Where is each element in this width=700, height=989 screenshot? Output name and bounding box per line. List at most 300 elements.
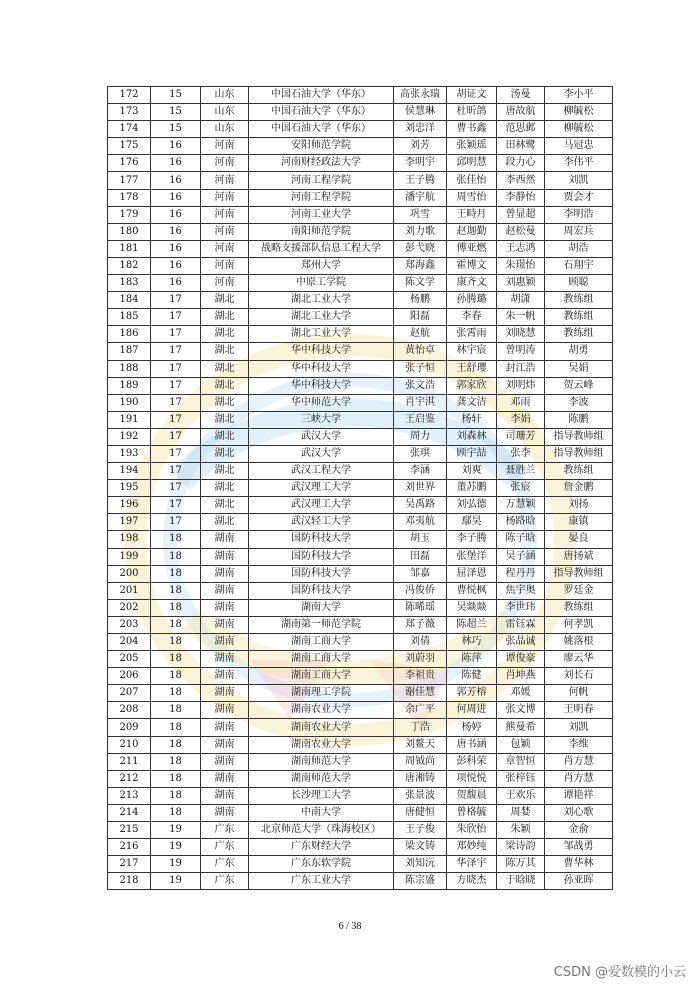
table-row (108, 497, 613, 514)
member1-cell: 刘芳 (394, 138, 447, 155)
province-cell: 湖北 (201, 343, 249, 360)
member3-cell: 朱一帆 (497, 309, 545, 326)
member2-cell: 曹悦枫 (447, 582, 497, 599)
row-number-cell: 213 (108, 787, 151, 804)
row-number-cell: 199 (108, 548, 151, 565)
table-row (108, 309, 613, 326)
member3-cell: 曾显超 (497, 206, 545, 223)
coach-cell: 李小平 (545, 87, 613, 104)
member2-cell: 孙腾璐 (447, 292, 497, 309)
row-number-cell: 203 (108, 616, 151, 633)
member1-cell: 刘世界 (394, 480, 447, 497)
table-row (108, 411, 613, 428)
province-cell: 山东 (201, 104, 249, 121)
member2-cell: 康齐文 (447, 275, 497, 292)
school-cell: 安阳师范学院 (249, 138, 394, 155)
school-cell: 湖南师范大学 (249, 770, 394, 787)
school-cell: 郑州大学 (249, 257, 394, 274)
school-cell: 中原工学院 (249, 275, 394, 292)
member3-cell: 张晶诚 (497, 634, 545, 651)
member1-cell: 黄怡卓 (394, 343, 447, 360)
table-row (108, 736, 613, 753)
row-number-cell: 174 (108, 121, 151, 138)
school-cell: 武汉理工大学 (249, 480, 394, 497)
group-cell: 19 (151, 873, 201, 890)
coach-cell: 刘扬 (545, 497, 613, 514)
member2-cell: 张霄雨 (447, 326, 497, 343)
table-row (108, 428, 613, 445)
coach-cell: 唐扬斌 (545, 548, 613, 565)
coach-cell: 廖云华 (545, 651, 613, 668)
province-cell: 湖南 (201, 531, 249, 548)
coach-cell: 陈鹏 (545, 411, 613, 428)
school-cell: 国防科技大学 (249, 565, 394, 582)
province-cell: 湖南 (201, 668, 249, 685)
member2-cell: 曹书鑫 (447, 121, 497, 138)
row-number-cell: 204 (108, 634, 151, 651)
row-number-cell: 188 (108, 360, 151, 377)
school-cell: 湖北工业大学 (249, 326, 394, 343)
member2-cell: 刘弘德 (447, 497, 497, 514)
member2-cell: 林巧 (447, 634, 497, 651)
table-row (108, 292, 613, 309)
member1-cell: 刘蔚羽 (394, 651, 447, 668)
coach-cell: 王明春 (545, 702, 613, 719)
province-cell: 湖北 (201, 514, 249, 531)
group-cell: 17 (151, 360, 201, 377)
coach-cell: 姚落根 (545, 634, 613, 651)
group-cell: 18 (151, 770, 201, 787)
coach-cell: 李伟平 (545, 155, 613, 172)
table-row (108, 155, 613, 172)
member3-cell: 张文博 (497, 702, 545, 719)
province-cell: 湖南 (201, 651, 249, 668)
coach-cell: 柳毓松 (545, 121, 613, 138)
member1-cell: 巩雪 (394, 206, 447, 223)
school-cell: 湖南工商大学 (249, 668, 394, 685)
coach-cell: 谭艳祥 (545, 787, 613, 804)
member1-cell: 潘宇航 (394, 189, 447, 206)
member1-cell: 李祖贵 (394, 668, 447, 685)
member2-cell: 曾格毓 (447, 804, 497, 821)
row-number-cell: 206 (108, 668, 151, 685)
member2-cell: 张佳怡 (447, 172, 497, 189)
group-cell: 18 (151, 685, 201, 702)
member1-cell: 彭弋晓 (394, 240, 447, 257)
group-cell: 17 (151, 428, 201, 445)
member1-cell: 陈文学 (394, 275, 447, 292)
coach-cell: 刘长石 (545, 668, 613, 685)
member2-cell: 霍博文 (447, 257, 497, 274)
roster-table-container (107, 86, 604, 890)
member1-cell: 陈晞瑶 (394, 599, 447, 616)
table-row (108, 463, 613, 480)
group-cell: 15 (151, 87, 201, 104)
table-row (108, 770, 613, 787)
school-cell: 华中科技大学 (249, 377, 394, 394)
school-cell: 北京师范大学（珠海校区） (249, 822, 394, 839)
table-row (108, 326, 613, 343)
row-number-cell: 179 (108, 206, 151, 223)
school-cell: 国防科技大学 (249, 582, 394, 599)
table-row (108, 206, 613, 223)
member1-cell: 丁浩 (394, 719, 447, 736)
row-number-cell: 200 (108, 565, 151, 582)
group-cell: 19 (151, 822, 201, 839)
province-cell: 湖南 (201, 787, 249, 804)
table-row (108, 223, 613, 240)
province-cell: 湖南 (201, 736, 249, 753)
coach-cell: 刘凯 (545, 172, 613, 189)
member3-cell: 汤曼 (497, 87, 545, 104)
table-row (108, 787, 613, 804)
group-cell: 16 (151, 275, 201, 292)
table-row (108, 360, 613, 377)
member2-cell: 朱欣怡 (447, 822, 497, 839)
table-row (108, 582, 613, 599)
group-cell: 17 (151, 463, 201, 480)
member3-cell: 张李 (497, 445, 545, 462)
coach-cell: 教练组 (545, 326, 613, 343)
member3-cell: 李西然 (497, 172, 545, 189)
province-cell: 湖南 (201, 616, 249, 633)
table-row (108, 343, 613, 360)
group-cell: 15 (151, 121, 201, 138)
coach-cell: 胡浩 (545, 240, 613, 257)
group-cell: 18 (151, 804, 201, 821)
province-cell: 河南 (201, 189, 249, 206)
member2-cell: 张颖瑶 (447, 138, 497, 155)
group-cell: 17 (151, 377, 201, 394)
coach-cell: 指导教师组 (545, 565, 613, 582)
row-number-cell: 194 (108, 463, 151, 480)
table-row (108, 651, 613, 668)
row-number-cell: 181 (108, 240, 151, 257)
school-cell: 湖南农业大学 (249, 719, 394, 736)
school-cell: 三峡大学 (249, 411, 394, 428)
table-row (108, 634, 613, 651)
member2-cell: 鄢昊 (447, 514, 497, 531)
group-cell: 16 (151, 257, 201, 274)
coach-cell: 贺云峰 (545, 377, 613, 394)
row-number-cell: 182 (108, 257, 151, 274)
coach-cell: 贾会才 (545, 189, 613, 206)
coach-cell: 教练组 (545, 599, 613, 616)
table-row (108, 257, 613, 274)
coach-cell: 马冠忠 (545, 138, 613, 155)
member3-cell: 陈子晗 (497, 531, 545, 548)
school-cell: 湖南师范大学 (249, 753, 394, 770)
row-number-cell: 189 (108, 377, 151, 394)
row-number-cell: 209 (108, 719, 151, 736)
member1-cell: 余广平 (394, 702, 447, 719)
coach-cell: 晏良 (545, 531, 613, 548)
row-number-cell: 207 (108, 685, 151, 702)
member2-cell: 李子腾 (447, 531, 497, 548)
member2-cell: 周雪怡 (447, 189, 497, 206)
school-cell: 国防科技大学 (249, 531, 394, 548)
member3-cell: 梁诗韵 (497, 839, 545, 856)
member1-cell: 阳磊 (394, 309, 447, 326)
member2-cell: 邱明慧 (447, 155, 497, 172)
group-cell: 18 (151, 565, 201, 582)
coach-cell: 李维 (545, 736, 613, 753)
coach-cell: 肖方慧 (545, 770, 613, 787)
row-number-cell: 205 (108, 651, 151, 668)
province-cell: 湖南 (201, 548, 249, 565)
member3-cell: 吴子涵 (497, 548, 545, 565)
member2-cell: 郑妙纯 (447, 839, 497, 856)
member1-cell: 邓夷航 (394, 514, 447, 531)
footer-credit: CSDN @爱数模的小云 (553, 965, 686, 980)
award-roster-table (107, 86, 613, 890)
member2-cell: 陈萍 (447, 651, 497, 668)
province-cell: 湖北 (201, 360, 249, 377)
group-cell: 18 (151, 668, 201, 685)
group-cell: 18 (151, 616, 201, 633)
group-cell: 16 (151, 189, 201, 206)
table-row (108, 445, 613, 462)
row-number-cell: 216 (108, 839, 151, 856)
member3-cell: 聂胜兰 (497, 463, 545, 480)
member1-cell: 刘鳌天 (394, 736, 447, 753)
group-cell: 17 (151, 497, 201, 514)
group-cell: 18 (151, 736, 201, 753)
row-number-cell: 211 (108, 753, 151, 770)
member1-cell: 唐湘铸 (394, 770, 447, 787)
school-cell: 国防科技大学 (249, 548, 394, 565)
province-cell: 河南 (201, 138, 249, 155)
member1-cell: 刘忠洋 (394, 121, 447, 138)
province-cell: 湖南 (201, 753, 249, 770)
member1-cell: 高张永瑞 (394, 87, 447, 104)
coach-cell: 教练组 (545, 309, 613, 326)
member1-cell: 张琪 (394, 445, 447, 462)
school-cell: 南阳师范学院 (249, 223, 394, 240)
school-cell: 广东东软学院 (249, 856, 394, 873)
group-cell: 16 (151, 138, 201, 155)
row-number-cell: 195 (108, 480, 151, 497)
school-cell: 广东工业大学 (249, 873, 394, 890)
member1-cell: 吴禹路 (394, 497, 447, 514)
province-cell: 广东 (201, 856, 249, 873)
school-cell: 河南工业大学 (249, 206, 394, 223)
member2-cell: 方晓杰 (447, 873, 497, 890)
member3-cell: 谭俊豪 (497, 651, 545, 668)
school-cell: 武汉轻工大学 (249, 514, 394, 531)
row-number-cell: 172 (108, 87, 151, 104)
member1-cell: 侯慧琳 (394, 104, 447, 121)
row-number-cell: 176 (108, 155, 151, 172)
school-cell: 中南大学 (249, 804, 394, 821)
province-cell: 湖南 (201, 634, 249, 651)
member2-cell: 李春 (447, 309, 497, 326)
member1-cell: 李涵 (394, 463, 447, 480)
group-cell: 18 (151, 634, 201, 651)
row-number-cell: 173 (108, 104, 151, 121)
table-row (108, 856, 613, 873)
group-cell: 19 (151, 839, 201, 856)
member1-cell: 王子俊 (394, 822, 447, 839)
member2-cell: 刘爽 (447, 463, 497, 480)
group-cell: 17 (151, 480, 201, 497)
row-number-cell: 218 (108, 873, 151, 890)
coach-cell: 何帆 (545, 685, 613, 702)
coach-cell: 金俞 (545, 822, 613, 839)
coach-cell: 邹战勇 (545, 839, 613, 856)
member2-cell: 杜昕鸽 (447, 104, 497, 121)
table-row (108, 804, 613, 821)
row-number-cell: 180 (108, 223, 151, 240)
group-cell: 17 (151, 326, 201, 343)
school-cell: 河南工程学院 (249, 172, 394, 189)
member2-cell: 屈泽恩 (447, 565, 497, 582)
member1-cell: 王子腾 (394, 172, 447, 189)
school-cell: 中国石油大学（华东） (249, 104, 394, 121)
member3-cell: 张宸 (497, 480, 545, 497)
coach-cell: 罗廷金 (545, 582, 613, 599)
member3-cell: 胡潇 (497, 292, 545, 309)
member1-cell: 杨鹏 (394, 292, 447, 309)
member2-cell: 何周进 (447, 702, 497, 719)
member1-cell: 周力 (394, 428, 447, 445)
member1-cell: 赵航 (394, 326, 447, 343)
coach-cell: 指导教师组 (545, 445, 613, 462)
province-cell: 湖北 (201, 428, 249, 445)
member3-cell: 朱颖 (497, 822, 545, 839)
page-number: 6 / 38 (338, 921, 362, 932)
row-number-cell: 177 (108, 172, 151, 189)
member2-cell: 董苏鹏 (447, 480, 497, 497)
row-number-cell: 187 (108, 343, 151, 360)
member3-cell: 焦宇奥 (497, 582, 545, 599)
province-cell: 湖北 (201, 377, 249, 394)
school-cell: 湖北工业大学 (249, 292, 394, 309)
coach-cell: 柳毓松 (545, 104, 613, 121)
coach-cell: 肖方慧 (545, 753, 613, 770)
table-row (108, 275, 613, 292)
member3-cell: 王志鸿 (497, 240, 545, 257)
province-cell: 河南 (201, 240, 249, 257)
member3-cell: 邓媛 (497, 685, 545, 702)
coach-cell: 石翔宇 (545, 257, 613, 274)
member2-cell: 胡证文 (447, 87, 497, 104)
member2-cell: 王舒璎 (447, 360, 497, 377)
coach-cell: 指导教师组 (545, 428, 613, 445)
table-row (108, 822, 613, 839)
member3-cell: 王欢乐 (497, 787, 545, 804)
member2-cell: 华泽宇 (447, 856, 497, 873)
group-cell: 18 (151, 753, 201, 770)
member3-cell: 杨路晗 (497, 514, 545, 531)
member3-cell: 万慧颖 (497, 497, 545, 514)
roster-table-body (108, 87, 613, 890)
province-cell: 河南 (201, 172, 249, 189)
member2-cell: 彭科荣 (447, 753, 497, 770)
province-cell: 湖北 (201, 480, 249, 497)
province-cell: 湖北 (201, 394, 249, 411)
member2-cell: 赵迦勤 (447, 223, 497, 240)
member1-cell: 郑子薇 (394, 616, 447, 633)
school-cell: 武汉大学 (249, 445, 394, 462)
row-number-cell: 196 (108, 497, 151, 514)
table-row (108, 839, 613, 856)
member1-cell: 张景波 (394, 787, 447, 804)
member3-cell: 李娟 (497, 411, 545, 428)
group-cell: 19 (151, 856, 201, 873)
school-cell: 湖南大学 (249, 599, 394, 616)
member2-cell: 林宇宸 (447, 343, 497, 360)
table-row (108, 599, 613, 616)
school-cell: 河南财经政法大学 (249, 155, 394, 172)
coach-cell: 李波 (545, 394, 613, 411)
table-row (108, 104, 613, 121)
school-cell: 湖南农业大学 (249, 702, 394, 719)
school-cell: 中国石油大学（华东） (249, 87, 394, 104)
group-cell: 17 (151, 445, 201, 462)
row-number-cell: 183 (108, 275, 151, 292)
province-cell: 河南 (201, 223, 249, 240)
table-row (108, 394, 613, 411)
school-cell: 中国石油大学（华东） (249, 121, 394, 138)
row-number-cell: 178 (108, 189, 151, 206)
table-row (108, 702, 613, 719)
group-cell: 18 (151, 702, 201, 719)
member3-cell: 刘晓慧 (497, 326, 545, 343)
member2-cell: 吴燚燚 (447, 599, 497, 616)
school-cell: 湖南农业大学 (249, 736, 394, 753)
province-cell: 湖南 (201, 702, 249, 719)
province-cell: 湖南 (201, 582, 249, 599)
member3-cell: 李世玮 (497, 599, 545, 616)
school-cell: 华中科技大学 (249, 360, 394, 377)
member1-cell: 梁文铸 (394, 839, 447, 856)
member3-cell: 段力心 (497, 155, 545, 172)
row-number-cell: 184 (108, 292, 151, 309)
member2-cell: 陈超兰 (447, 616, 497, 633)
member1-cell: 田磊 (394, 548, 447, 565)
group-cell: 16 (151, 172, 201, 189)
group-cell: 17 (151, 394, 201, 411)
member3-cell: 朱璟怡 (497, 257, 545, 274)
member2-cell: 郭家欣 (447, 377, 497, 394)
group-cell: 18 (151, 582, 201, 599)
province-cell: 湖南 (201, 770, 249, 787)
member3-cell: 曾明涛 (497, 343, 545, 360)
member3-cell: 程丹丹 (497, 565, 545, 582)
group-cell: 17 (151, 292, 201, 309)
member1-cell: 王启鉴 (394, 411, 447, 428)
member2-cell: 龚文洁 (447, 394, 497, 411)
province-cell: 广东 (201, 839, 249, 856)
school-cell: 长沙理工大学 (249, 787, 394, 804)
school-cell: 河南工程学院 (249, 189, 394, 206)
member1-cell: 张文浩 (394, 377, 447, 394)
table-row (108, 719, 613, 736)
table-row (108, 377, 613, 394)
member1-cell: 冯俊侨 (394, 582, 447, 599)
table-row (108, 138, 613, 155)
coach-cell: 曹华林 (545, 856, 613, 873)
member1-cell: 肖宇淇 (394, 394, 447, 411)
province-cell: 湖北 (201, 445, 249, 462)
member1-cell: 刘倩 (394, 634, 447, 651)
school-cell: 武汉工程大学 (249, 463, 394, 480)
member3-cell: 周婪 (497, 804, 545, 821)
row-number-cell: 185 (108, 309, 151, 326)
group-cell: 16 (151, 240, 201, 257)
member2-cell: 郭芳榕 (447, 685, 497, 702)
